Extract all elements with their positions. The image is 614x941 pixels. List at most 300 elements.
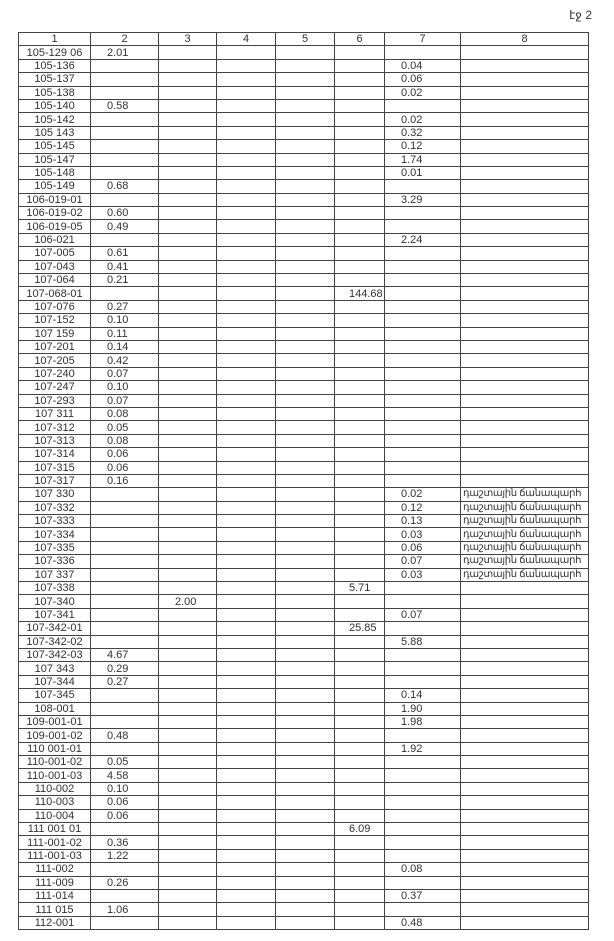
value-cell — [276, 501, 335, 514]
value-cell: 0.29 — [91, 662, 159, 675]
value-cell — [159, 327, 217, 340]
value-cell — [335, 729, 385, 742]
table-row — [19, 247, 589, 260]
value-cell — [159, 796, 217, 809]
value-cell — [276, 675, 335, 688]
value-cell — [335, 153, 385, 166]
value-cell: 1.22 — [91, 849, 159, 862]
value-cell — [335, 648, 385, 661]
value-cell — [385, 461, 461, 474]
value-cell — [461, 46, 589, 59]
parcel-code-cell: 107 159 — [19, 327, 91, 340]
value-cell: 0.03 — [385, 568, 461, 581]
value-cell — [91, 541, 159, 554]
value-cell — [276, 528, 335, 541]
value-cell: 0.68 — [91, 180, 159, 193]
parcel-code-cell: 107-293 — [19, 394, 91, 407]
value-cell: 0.10 — [91, 782, 159, 795]
value-cell — [217, 541, 276, 554]
value-cell — [461, 86, 589, 99]
value-cell — [217, 314, 276, 327]
value-cell — [461, 769, 589, 782]
value-cell — [91, 608, 159, 621]
value-cell — [335, 46, 385, 59]
value-cell — [159, 126, 217, 139]
value-cell — [159, 260, 217, 273]
value-cell — [335, 595, 385, 608]
table-row — [19, 796, 589, 809]
value-cell — [159, 180, 217, 193]
parcel-code-cell: 107-313 — [19, 434, 91, 447]
value-cell — [159, 394, 217, 407]
value-cell — [217, 394, 276, 407]
value-cell — [217, 260, 276, 273]
value-cell — [385, 180, 461, 193]
parcel-code-cell: 105-145 — [19, 140, 91, 153]
value-cell — [335, 769, 385, 782]
value-cell — [159, 233, 217, 246]
value-cell — [276, 809, 335, 822]
value-cell: դաշտային ճանապարհ — [461, 488, 589, 501]
value-cell — [276, 153, 335, 166]
value-cell — [217, 327, 276, 340]
table-row — [19, 622, 589, 635]
value-cell — [217, 300, 276, 313]
value-cell — [335, 849, 385, 862]
parcel-code-cell: 107-152 — [19, 314, 91, 327]
value-cell — [91, 140, 159, 153]
value-cell — [335, 59, 385, 72]
value-cell — [385, 622, 461, 635]
value-cell — [276, 166, 335, 179]
value-cell — [276, 541, 335, 554]
table-row — [19, 327, 589, 340]
value-cell — [335, 340, 385, 353]
value-cell — [335, 689, 385, 702]
value-cell — [461, 394, 589, 407]
parcel-code-cell: 110-003 — [19, 796, 91, 809]
parcel-code-cell: 107-312 — [19, 421, 91, 434]
value-cell: 0.11 — [91, 327, 159, 340]
parcel-code-cell: 107-340 — [19, 595, 91, 608]
parcel-code-cell: 106-021 — [19, 233, 91, 246]
parcel-code-cell: 106-019-02 — [19, 207, 91, 220]
table-row — [19, 675, 589, 688]
value-cell: դաշտային ճանապարհ — [461, 555, 589, 568]
parcel-code-cell: 111-009 — [19, 876, 91, 889]
value-cell — [159, 340, 217, 353]
value-cell — [335, 903, 385, 916]
value-cell — [276, 488, 335, 501]
value-cell: 0.04 — [385, 59, 461, 72]
parcel-code-cell: 107-068-01 — [19, 287, 91, 300]
table-row — [19, 153, 589, 166]
value-cell — [217, 59, 276, 72]
parcel-code-cell: 107-336 — [19, 555, 91, 568]
value-cell: 0.02 — [385, 86, 461, 99]
value-cell — [159, 916, 217, 929]
value-cell — [217, 474, 276, 487]
parcel-code-cell: 107-317 — [19, 474, 91, 487]
value-cell — [217, 367, 276, 380]
value-cell — [276, 381, 335, 394]
parcel-code-cell: 107-334 — [19, 528, 91, 541]
value-cell — [217, 207, 276, 220]
value-cell — [159, 890, 217, 903]
table-row — [19, 367, 589, 380]
value-cell — [217, 863, 276, 876]
table-row — [19, 903, 589, 916]
value-cell — [335, 836, 385, 849]
value-cell — [335, 515, 385, 528]
value-cell: 0.08 — [385, 863, 461, 876]
value-cell — [159, 140, 217, 153]
value-cell: 2.01 — [91, 46, 159, 59]
value-cell — [335, 528, 385, 541]
table-row — [19, 501, 589, 514]
value-cell — [276, 662, 335, 675]
table-row — [19, 86, 589, 99]
value-cell — [335, 662, 385, 675]
value-cell: 5.71 — [335, 582, 385, 595]
value-cell — [91, 916, 159, 929]
table-row — [19, 662, 589, 675]
value-cell — [335, 233, 385, 246]
value-cell: 1.98 — [385, 715, 461, 728]
value-cell — [276, 59, 335, 72]
value-cell — [385, 809, 461, 822]
parcel-code-cell: 107-043 — [19, 260, 91, 273]
value-cell — [159, 715, 217, 728]
value-cell — [217, 99, 276, 112]
value-cell — [461, 180, 589, 193]
value-cell — [276, 340, 335, 353]
value-cell — [217, 73, 276, 86]
value-cell — [276, 608, 335, 621]
value-cell — [461, 340, 589, 353]
value-cell — [461, 796, 589, 809]
value-cell — [217, 675, 276, 688]
value-cell — [461, 113, 589, 126]
value-cell — [159, 876, 217, 889]
value-cell — [276, 742, 335, 755]
value-cell — [276, 421, 335, 434]
value-cell — [276, 903, 335, 916]
parcel-code-cell: 107-345 — [19, 689, 91, 702]
value-cell: 0.49 — [91, 220, 159, 233]
value-cell — [461, 381, 589, 394]
value-cell — [276, 274, 335, 287]
value-cell — [461, 675, 589, 688]
value-cell — [91, 582, 159, 595]
value-cell — [276, 823, 335, 836]
value-cell — [385, 903, 461, 916]
table-row — [19, 193, 589, 206]
value-cell — [335, 327, 385, 340]
parcel-code-cell: 107-344 — [19, 675, 91, 688]
value-cell — [91, 715, 159, 728]
value-cell — [159, 582, 217, 595]
value-cell — [335, 220, 385, 233]
value-cell — [217, 689, 276, 702]
value-cell — [159, 608, 217, 621]
value-cell — [335, 702, 385, 715]
table-row — [19, 233, 589, 246]
value-cell — [276, 367, 335, 380]
value-cell — [159, 635, 217, 648]
value-cell — [335, 782, 385, 795]
value-cell — [159, 729, 217, 742]
value-cell — [159, 474, 217, 487]
value-cell — [217, 890, 276, 903]
parcel-code-cell: 107-240 — [19, 367, 91, 380]
value-cell — [276, 394, 335, 407]
value-cell — [276, 715, 335, 728]
value-cell — [217, 113, 276, 126]
value-cell — [335, 180, 385, 193]
parcel-code-cell: 107 311 — [19, 407, 91, 420]
value-cell — [461, 782, 589, 795]
value-cell — [91, 59, 159, 72]
value-cell — [276, 180, 335, 193]
table-row — [19, 689, 589, 702]
value-cell — [385, 782, 461, 795]
value-cell — [276, 327, 335, 340]
value-cell — [91, 515, 159, 528]
value-cell: 0.36 — [91, 836, 159, 849]
table-row — [19, 394, 589, 407]
parcel-code-cell: 105 143 — [19, 126, 91, 139]
value-cell — [385, 769, 461, 782]
value-cell — [276, 287, 335, 300]
table-row — [19, 407, 589, 420]
value-cell — [159, 555, 217, 568]
value-cell — [461, 99, 589, 112]
value-cell — [159, 287, 217, 300]
value-cell: 0.01 — [385, 166, 461, 179]
value-cell — [159, 220, 217, 233]
value-cell — [276, 140, 335, 153]
value-cell — [385, 381, 461, 394]
value-cell — [159, 702, 217, 715]
table-row — [19, 582, 589, 595]
value-cell — [385, 354, 461, 367]
parcel-code-cell: 105-138 — [19, 86, 91, 99]
value-cell: 144.68 — [335, 287, 385, 300]
value-cell — [461, 220, 589, 233]
value-cell: 0.07 — [385, 608, 461, 621]
value-cell — [217, 729, 276, 742]
parcel-code-cell: 112-001 — [19, 916, 91, 929]
value-cell — [217, 193, 276, 206]
value-cell — [276, 113, 335, 126]
value-cell — [385, 274, 461, 287]
value-cell — [335, 126, 385, 139]
parcel-code-cell: 107-247 — [19, 381, 91, 394]
value-cell — [335, 501, 385, 514]
value-cell — [91, 622, 159, 635]
value-cell — [461, 448, 589, 461]
value-cell — [461, 474, 589, 487]
table-row — [19, 608, 589, 621]
value-cell — [159, 247, 217, 260]
value-cell — [335, 193, 385, 206]
table-row — [19, 488, 589, 501]
table-row — [19, 823, 589, 836]
value-cell: 0.08 — [91, 434, 159, 447]
value-cell — [159, 622, 217, 635]
value-cell — [217, 354, 276, 367]
parcel-code-cell: 111-014 — [19, 890, 91, 903]
value-cell — [385, 287, 461, 300]
value-cell: 0.26 — [91, 876, 159, 889]
table-row — [19, 568, 589, 581]
value-cell — [461, 274, 589, 287]
value-cell — [335, 166, 385, 179]
value-cell — [159, 863, 217, 876]
value-cell — [461, 863, 589, 876]
value-cell — [159, 528, 217, 541]
table-row — [19, 876, 589, 889]
value-cell: 0.60 — [91, 207, 159, 220]
value-cell — [385, 300, 461, 313]
value-cell — [461, 260, 589, 273]
value-cell — [461, 314, 589, 327]
value-cell — [385, 394, 461, 407]
value-cell — [385, 46, 461, 59]
value-cell — [335, 796, 385, 809]
value-cell — [159, 207, 217, 220]
value-cell — [217, 126, 276, 139]
table-row — [19, 220, 589, 233]
value-cell: 0.08 — [91, 407, 159, 420]
column-header: 8 — [461, 33, 589, 46]
value-cell — [461, 823, 589, 836]
value-cell — [276, 836, 335, 849]
value-cell: 6.09 — [335, 823, 385, 836]
value-cell: դաշտային ճանապարհ — [461, 528, 589, 541]
column-header: 3 — [159, 33, 217, 46]
value-cell — [461, 407, 589, 420]
value-cell — [335, 354, 385, 367]
value-cell — [217, 648, 276, 661]
value-cell — [217, 595, 276, 608]
value-cell — [217, 274, 276, 287]
value-cell — [159, 300, 217, 313]
value-cell — [159, 73, 217, 86]
value-cell — [217, 166, 276, 179]
value-cell — [335, 381, 385, 394]
value-cell: 0.06 — [91, 448, 159, 461]
value-cell — [461, 354, 589, 367]
table-row — [19, 890, 589, 903]
value-cell — [159, 113, 217, 126]
value-cell: 0.06 — [385, 73, 461, 86]
value-cell: 0.02 — [385, 488, 461, 501]
parcel-code-cell: 109-001-01 — [19, 715, 91, 728]
value-cell: 0.02 — [385, 113, 461, 126]
parcel-code-cell: 107-076 — [19, 300, 91, 313]
value-cell — [276, 515, 335, 528]
value-cell — [335, 916, 385, 929]
value-cell — [276, 769, 335, 782]
column-header: 5 — [276, 33, 335, 46]
value-cell — [91, 635, 159, 648]
value-cell — [385, 648, 461, 661]
value-cell: 0.13 — [385, 515, 461, 528]
value-cell — [335, 140, 385, 153]
value-cell — [276, 461, 335, 474]
value-cell — [217, 782, 276, 795]
value-cell — [385, 434, 461, 447]
value-cell — [461, 702, 589, 715]
parcel-code-cell: 105-149 — [19, 180, 91, 193]
value-cell — [461, 327, 589, 340]
value-cell — [461, 126, 589, 139]
column-header: 2 — [91, 33, 159, 46]
table-row — [19, 863, 589, 876]
value-cell — [385, 729, 461, 742]
table-row — [19, 434, 589, 447]
value-cell: 2.24 — [385, 233, 461, 246]
value-cell — [335, 461, 385, 474]
value-cell — [461, 461, 589, 474]
value-cell — [276, 99, 335, 112]
parcel-code-cell: 107-201 — [19, 340, 91, 353]
value-cell — [276, 622, 335, 635]
table-row — [19, 180, 589, 193]
table-row — [19, 916, 589, 929]
value-cell — [159, 166, 217, 179]
value-cell — [385, 367, 461, 380]
value-cell — [217, 876, 276, 889]
value-cell — [276, 568, 335, 581]
value-cell — [335, 809, 385, 822]
value-cell — [335, 247, 385, 260]
value-cell — [461, 622, 589, 635]
value-cell: 0.14 — [385, 689, 461, 702]
value-cell — [461, 233, 589, 246]
value-cell — [217, 220, 276, 233]
value-cell — [217, 836, 276, 849]
value-cell — [159, 662, 217, 675]
value-cell — [335, 756, 385, 769]
parcel-code-cell: 111 015 — [19, 903, 91, 916]
value-cell — [461, 689, 589, 702]
value-cell: 0.06 — [91, 809, 159, 822]
value-cell — [91, 528, 159, 541]
table-row — [19, 809, 589, 822]
table-row — [19, 729, 589, 742]
value-cell — [461, 635, 589, 648]
value-cell — [159, 756, 217, 769]
value-cell — [91, 742, 159, 755]
value-cell — [91, 126, 159, 139]
parcel-code-cell: 107-205 — [19, 354, 91, 367]
value-cell — [159, 501, 217, 514]
value-cell — [276, 916, 335, 929]
table-row — [19, 354, 589, 367]
table-row — [19, 836, 589, 849]
value-cell — [276, 729, 335, 742]
value-cell — [335, 448, 385, 461]
value-cell — [91, 287, 159, 300]
value-cell — [217, 287, 276, 300]
value-cell — [217, 622, 276, 635]
table-row — [19, 59, 589, 72]
value-cell: 0.12 — [385, 501, 461, 514]
value-cell — [91, 555, 159, 568]
